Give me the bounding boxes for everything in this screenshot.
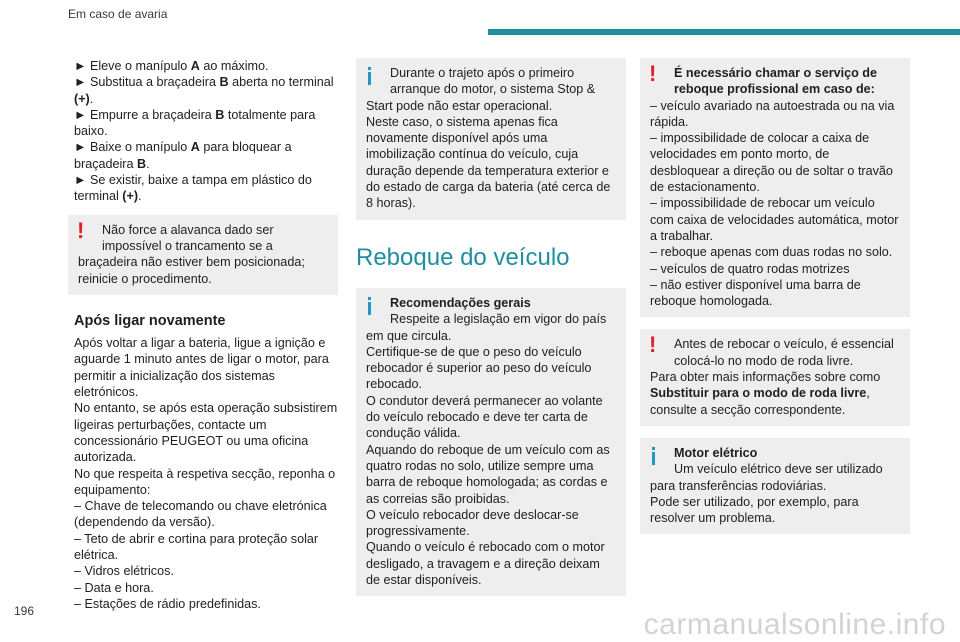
info-text-more: Aquando do reboque de um veículo com as quatro rodas no solo, utilize sempre uma barra de reboque homologada; as cordas e as correias são proibidas. — [366, 442, 610, 506]
column-1 — [68, 58, 338, 612]
warning-text-rest: Para obter mais informações sobre como Substituir para o modo de roda livre, consulte a secção correspondente. — [650, 370, 881, 417]
step-4: ► Baixe o manípulo A para bloquear a braçadeira B. — [74, 140, 292, 171]
subheading-after-reconnect: Após ligar novamente — [74, 312, 226, 329]
list-item: – Chave de telecomando ou chave eletrónica (dependendo da versão). — [74, 499, 327, 530]
list-item: – Data e hora. — [74, 580, 154, 595]
header-accent-bar — [488, 29, 960, 35]
warning-box-lever — [68, 215, 338, 295]
step-3: ► Empurre a braçadeira B totalmente para baixo. — [74, 107, 316, 139]
info-text-first: Um veículo elétrico deve ser utilizado — [674, 462, 883, 477]
list-item: – veículo avariado na autoestrada ou na via rápida. — [650, 98, 895, 129]
info-text-more: Quando o veículo é rebocado com o motor desligado, a travagem e a direção deixam de estar disponíveis. — [366, 540, 605, 588]
steps-list — [68, 58, 338, 205]
list-item: – impossibilidade de rebocar um veículo com caixa de velocidades automática, motor a trabalhar. — [650, 196, 899, 243]
info-box-title: Recomendações gerais — [390, 295, 531, 310]
warning-box-professional-tow — [640, 58, 910, 317]
warning-text-rest: braçadeira não estiver bem posicionada; reinicie o procedimento. — [78, 255, 305, 286]
info-box-stop-start — [356, 58, 626, 220]
info-text-rest: Start pode não estar operacional. — [366, 98, 553, 113]
warning-text-first: Antes de rebocar o veículo, é essencial colocá-lo no modo de roda livre. — [674, 337, 894, 368]
info-text-more: Neste caso, o sistema apenas fica novamente disponível após uma imobilização contínua do veículo, cuja duração depende da temperatura exterior e do estado de carga da bateria (até cerca de 8 horas). — [366, 114, 611, 211]
info-icon — [366, 297, 374, 315]
paragraph: No entanto, se após esta operação subsistirem ligeiras perturbações, contacte um concessionário PEUGEOT ou uma oficina autorizada. — [74, 401, 338, 465]
list-item: – não estiver disponível uma barra de reboque homologada. — [650, 277, 861, 309]
info-text-first: Respeite a legislação em vigor do país — [390, 312, 607, 327]
info-box-title: Motor elétrico — [674, 445, 758, 460]
warning-exclamation-icon: ! — [649, 61, 657, 86]
info-text-more: O veículo rebocador deve deslocar-se progressivamente. — [366, 507, 579, 539]
list-item: – Estações de rádio predefinidas. — [74, 596, 261, 611]
info-icon — [366, 67, 374, 85]
step-5: ► Se existir, baixe a tampa em plástico do terminal (+). — [74, 173, 312, 204]
column-2 — [356, 58, 626, 596]
info-text-rest: para transferências rodoviárias. — [650, 478, 827, 493]
step-1: ► Eleve o manípulo A ao máximo. — [74, 59, 269, 73]
info-text-more: O condutor deverá permanecer ao volante do veículo rebocado e deve ter carta de condução válida. — [366, 393, 603, 441]
page-number: 196 — [14, 604, 35, 618]
list-item: – Teto de abrir e cortina para proteção solar elétrica. — [74, 531, 319, 563]
info-box-general-recommendations — [356, 288, 626, 596]
column-3 — [640, 58, 910, 534]
warning-exclamation-icon: ! — [649, 332, 657, 358]
header-title: Em caso de avaria — [68, 7, 168, 21]
warning-exclamation-icon: ! — [77, 217, 85, 243]
info-text-more: Pode ser utilizado, por exemplo, para resolver um problema. — [650, 494, 859, 526]
info-icon — [650, 447, 658, 465]
list-item: – reboque apenas com duas rodas no solo. — [650, 245, 893, 260]
warning-text-first: Não force a alavanca dado ser impossível o trancamento se a — [102, 222, 274, 253]
paragraph: Após voltar a ligar a bateria, ligue a ignição e aguarde 1 minuto antes de ligar o motor, para permitir a inicialização dos sistemas eletrónicos. — [74, 336, 329, 400]
list-item: – Vidros elétricos. — [74, 564, 174, 579]
info-box-electric-motor — [640, 438, 910, 534]
warning-box-title: É necessário chamar o serviço de reboque profissional em caso de: — [674, 66, 878, 97]
info-text-first: Durante o trajeto após o primeiro arranque do motor, o sistema Stop & — [390, 66, 596, 97]
list-item: – impossibilidade de colocar a caixa de velocidades em ponto morto, de desbloquear a direção ou de soltar o travão de estacionamento. — [650, 131, 893, 195]
warning-box-freewheel — [640, 329, 910, 425]
list-item: – veículos de quatro rodas motrizes — [650, 261, 850, 276]
info-text-rest: em que circula. — [366, 328, 452, 343]
paragraph: No que respeita à respetiva secção, reponha o equipamento: — [74, 466, 336, 497]
watermark: carmanualsonline.info — [643, 608, 946, 641]
section-title-towing: Reboque do veículo — [356, 243, 570, 271]
step-2: ► Substitua a braçadeira B aberta no terminal (+). — [74, 75, 334, 106]
reconnect-text — [68, 335, 338, 612]
info-text-more: Certifique-se de que o peso do veículo rebocador é superior ao peso do veículo rebocado. — [366, 344, 592, 392]
